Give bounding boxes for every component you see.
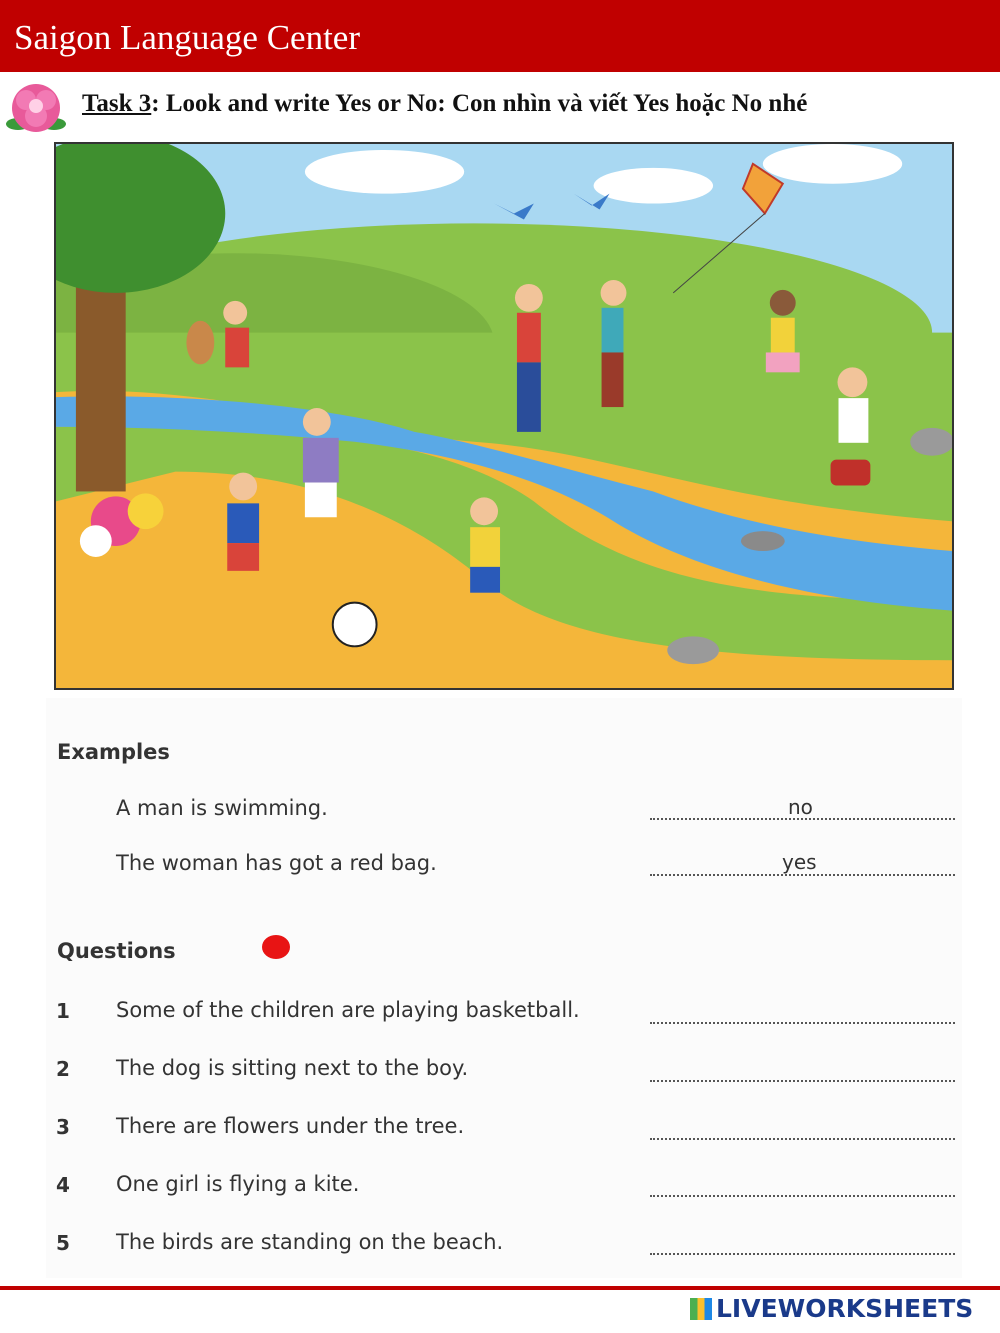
question-sentence-1: Some of the children are playing basketball. (116, 998, 580, 1022)
example-sentence-1: A man is swimming. (116, 796, 328, 820)
answer-field-1[interactable] (650, 1022, 955, 1024)
task-instruction (82, 90, 807, 118)
liveworksheets-logo (690, 1294, 973, 1323)
question-number-1: 1 (56, 999, 70, 1023)
answer-field-4[interactable] (650, 1195, 955, 1197)
question-sentence-5: The birds are standing on the beach. (116, 1230, 504, 1254)
examples-heading: Examples (57, 740, 170, 764)
flower-icon (4, 80, 68, 138)
center-title: Saigon Language Center (14, 18, 361, 57)
question-sentence-2: The dog is sitting next to the boy. (116, 1056, 469, 1080)
questions-heading: Questions (57, 939, 176, 963)
park-scene-illustration (54, 142, 954, 690)
example-sentence-2: The woman has got a red bag. (116, 851, 437, 875)
example-answer-1: no (788, 795, 813, 819)
example-answer-2: yes (782, 850, 817, 874)
task-label: Task 3 (82, 90, 152, 117)
answer-field-5[interactable] (650, 1253, 955, 1255)
header-bar (0, 0, 1000, 72)
answer-field-3[interactable] (650, 1138, 955, 1140)
question-number-3: 3 (56, 1115, 70, 1139)
question-sentence-4: One girl is flying a kite. (116, 1172, 360, 1196)
question-number-5: 5 (56, 1231, 70, 1255)
liveworksheets-logo-icon (690, 1298, 712, 1320)
question-number-2: 2 (56, 1057, 70, 1081)
brand-name: LIVEWORKSHEETS (716, 1294, 974, 1323)
record-dot[interactable] (262, 935, 290, 959)
answer-field-2[interactable] (650, 1080, 955, 1082)
question-sentence-3: There are flowers under the tree. (116, 1114, 465, 1138)
example-answer-line-2 (650, 874, 955, 876)
question-number-4: 4 (56, 1173, 70, 1197)
task-text: : Look and write Yes or No: Con nhìn và viết Yes hoặc No nhé (151, 90, 808, 117)
footer-divider (0, 1286, 1000, 1290)
